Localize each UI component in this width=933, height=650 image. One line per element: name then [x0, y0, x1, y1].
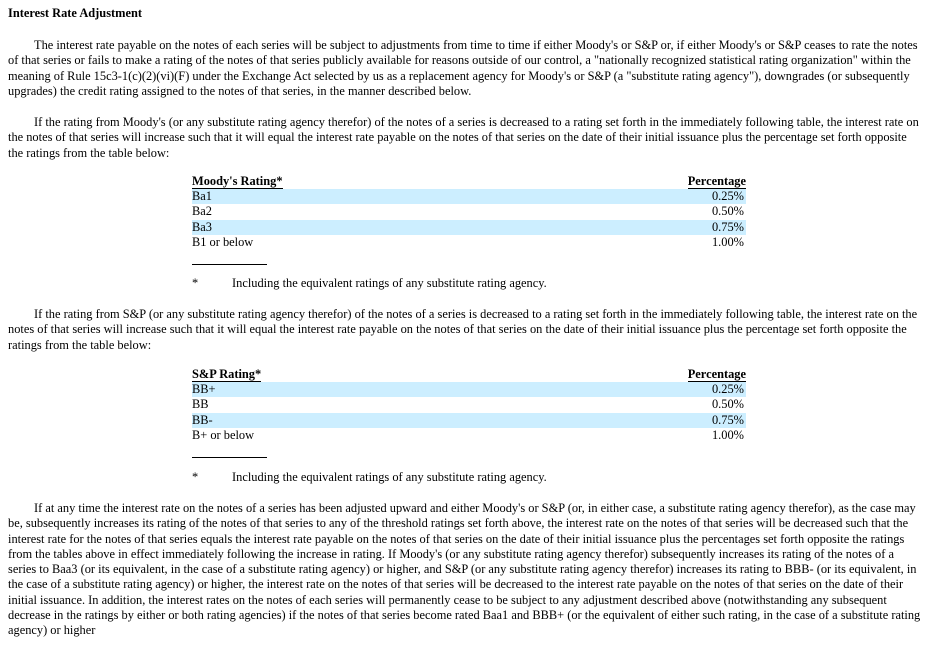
footnote-asterisk: *	[192, 276, 199, 290]
table-row	[192, 413, 746, 428]
percentage-cell: 0.50%	[711, 397, 744, 412]
rating-cell: BB+	[192, 382, 493, 397]
rating-cell: Ba2	[192, 204, 212, 219]
footnote-asterisk: *	[192, 470, 199, 484]
rating-cell: Ba1	[192, 189, 529, 204]
moodys-footnote	[192, 276, 547, 291]
sp-footnote	[192, 470, 547, 485]
rating-cell: B+ or below	[192, 427, 255, 442]
footnote-divider	[192, 264, 267, 265]
rating-cell: B1 or below	[192, 234, 254, 249]
table-row	[192, 220, 746, 235]
footnote-divider	[192, 457, 267, 458]
sp-percentage-header: Percentage	[687, 367, 746, 381]
moodys-rating-table	[192, 174, 746, 250]
percentage-cell: 0.25%	[493, 382, 746, 397]
sp-rating-header: S&P Rating*	[192, 367, 262, 381]
table-row	[192, 189, 746, 204]
table-row	[192, 382, 746, 397]
sp-paragraph: If the rating from S&P (or any substitute rating agency therefor) of the notes of a series is decreased to a rating set forth in the immediately following table, the interest rate on the notes of that series will increase such that it will equal the interest rate payable on the notes of that series on the date of their initial issuance plus the percentage set forth opposite the ratings from the table below:	[8, 307, 918, 352]
moodys-paragraph: If the rating from Moody's (or any substitute rating agency therefor) of the notes of a series is decreased to a rating set forth in the immediately following table, the interest rate on the notes of that series will increase such that it will equal the interest rate payable on the notes of that series on the date of their initial issuance plus the percentage set forth opposite the ratings from the table below:	[8, 115, 919, 160]
percentage-cell: 1.00%	[711, 234, 744, 249]
table-row	[192, 428, 746, 443]
percentage-cell: 1.00%	[711, 427, 744, 442]
table-row	[192, 397, 746, 412]
rating-cell: Ba3	[192, 220, 529, 235]
table-row	[192, 204, 746, 219]
footnote-text: Including the equivalent ratings of any substitute rating agency.	[232, 276, 547, 290]
intro-paragraph: The interest rate payable on the notes of each series will be subject to adjustments from time to time if either Moody's or S&P or, if either Moody's or S&P ceases to rate the notes of that series or fails to make a rating of the notes of that series publicly available for reasons outside of our control, a "nationally recognized statistical rating organization" within the meaning of Rule 15c3-1(c)(2)(vi)(F) under the Exchange Act selected by us as a replacement agency for Moody's or S&P (a "substitute rating agency"), downgrades (or subsequently upgrades) the credit rating assigned to the notes of that series, in the manner described below.	[8, 38, 918, 98]
moodys-percentage-header: Percentage	[687, 174, 746, 188]
footnote-text: Including the equivalent ratings of any substitute rating agency.	[232, 470, 547, 484]
table-row	[192, 235, 746, 250]
adjustment-reversal-paragraph: If at any time the interest rate on the notes of a series has been adjusted upward and either Moody's or S&P (or, in either case, a substitute rating agency therefor), as the case may be, subsequently increases its rating of the notes of that series to any of the threshold ratings set forth above, the interest rate on the notes of that series will be decreased such that the interest rate for the notes of that series equals the interest rate payable on the notes of that series on the date of their initial issuance plus the percentages set forth opposite the ratings from the tables above in effect immediately following the increase in rating. If Moody's (or any substitute rating agency therefor) subsequently increases its rating of the notes of a series to Baa3 (or its equivalent, in the case of a substitute rating agency) or higher, and S&P (or any substitute rating agency therefor) increases its rating to BBB- (or its equivalent, in the case of a substitute rating agency) or higher, the interest rate on the notes of that series will be decreased to the interest rate payable on the notes of that series on the date of their initial issuance. In addition, the interest rates on the notes of each series will permanently cease to be subject to any adjustment described above (notwithstanding any subsequent decrease in the ratings by either or both rating agencies) if the notes of that series become rated Baa1 and BBB+ (or the equivalent of either such rating, in the case of a substitute rating agency) or higher	[8, 501, 921, 638]
sp-rating-table	[192, 367, 746, 443]
moodys-rating-header: Moody's Rating*	[192, 174, 283, 188]
percentage-cell: 0.25%	[529, 189, 746, 204]
rating-cell: BB-	[192, 413, 493, 428]
rating-cell: BB	[192, 397, 209, 412]
percentage-cell: 0.75%	[529, 220, 746, 235]
percentage-cell: 0.50%	[711, 204, 744, 219]
section-heading: Interest Rate Adjustment	[8, 6, 142, 20]
percentage-cell: 0.75%	[493, 413, 746, 428]
